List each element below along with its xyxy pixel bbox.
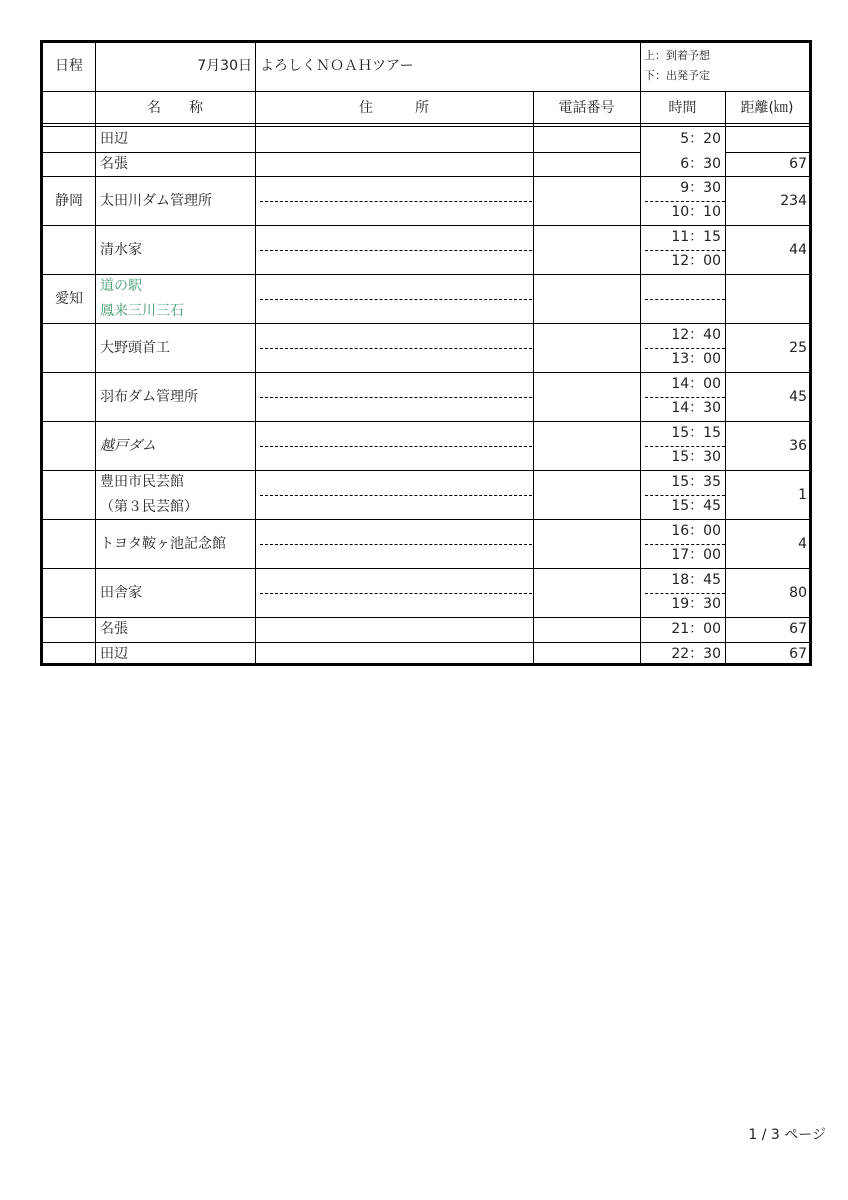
tour-date: 7月30日 <box>197 58 252 74</box>
row-divider <box>725 152 809 153</box>
address-dotted-line <box>260 299 532 300</box>
row-divider <box>43 274 809 275</box>
distance-value: 67 <box>789 621 807 638</box>
address-dotted-line <box>260 593 532 594</box>
tour-name: よろしくＮＯＡＨツアー <box>260 58 414 74</box>
place-name: 清水家 <box>100 241 142 258</box>
time-separator <box>645 446 725 447</box>
departure-time: 14：30 <box>671 400 721 416</box>
time-separator <box>645 348 725 349</box>
distance-value: 67 <box>789 645 807 662</box>
place-name: トヨタ鞍ヶ池記念館 <box>100 535 226 552</box>
departure-time: 15：30 <box>671 449 721 465</box>
time-value: 5：20 <box>680 131 721 147</box>
distance-value: 80 <box>789 584 807 601</box>
address-dotted-line <box>260 250 532 251</box>
arrival-time: 9：30 <box>680 180 721 196</box>
distance-value: 234 <box>780 192 807 209</box>
address-dotted-line <box>260 348 532 349</box>
column-header-divider <box>43 123 809 124</box>
prefecture-label: 静岡 <box>55 192 83 209</box>
column-header-divider-2 <box>43 126 809 127</box>
departure-time: 12：00 <box>671 253 721 269</box>
departure-time: 15：45 <box>671 498 721 514</box>
place-name: 田舎家 <box>100 584 142 601</box>
departure-time: 10：10 <box>671 204 721 220</box>
arrival-time: 11：15 <box>671 229 721 245</box>
row-divider <box>43 470 809 471</box>
col-header-distance: 距離(㎞) <box>740 100 794 116</box>
distance-value: 67 <box>789 155 807 172</box>
place-name: 田辺 <box>100 645 128 662</box>
arrival-time: 15：35 <box>671 474 721 490</box>
legend-departure: 下：出発予定 <box>644 69 710 82</box>
distance-value: 25 <box>789 339 807 356</box>
time-separator <box>645 250 725 251</box>
arrival-time: 12：40 <box>671 327 721 343</box>
place-name-line: 豊田市民芸館 <box>100 474 184 490</box>
place-name: 田辺 <box>100 131 128 148</box>
place-name: 名張 <box>100 621 128 638</box>
place-name-line: （第３民芸館） <box>100 498 198 515</box>
row-divider <box>43 568 809 569</box>
row-divider <box>43 519 809 520</box>
legend-arrival: 上：到着予想 <box>644 49 710 62</box>
col-header-address: 住 所 <box>359 100 429 116</box>
time-separator <box>645 544 725 545</box>
time-separator <box>645 201 725 202</box>
address-dotted-line <box>260 446 532 447</box>
time-separator <box>645 299 725 300</box>
place-name: 名張 <box>100 155 128 172</box>
place-name-line: 道の駅 <box>100 278 142 294</box>
distance-value: 4 <box>798 535 807 552</box>
time-separator <box>645 495 725 496</box>
place-name: 羽布ダム管理所 <box>100 388 198 405</box>
col-header-phone: 電話番号 <box>558 100 615 116</box>
address-dotted-line <box>260 495 532 496</box>
row-divider <box>43 421 809 422</box>
row-divider <box>43 372 809 373</box>
departure-time: 19：30 <box>671 596 721 612</box>
time-value: 21：00 <box>671 621 721 637</box>
distance-value: 36 <box>789 437 807 454</box>
distance-value: 44 <box>789 241 807 258</box>
col-line-2 <box>255 43 256 663</box>
prefecture-label: 愛知 <box>55 290 83 307</box>
col-line-4 <box>640 43 641 663</box>
col-header-name: 名 称 <box>147 100 203 116</box>
row-divider <box>43 176 809 177</box>
col-line-1 <box>95 43 96 663</box>
row-divider <box>43 617 809 618</box>
row-divider <box>43 152 640 153</box>
schedule-label: 日程 <box>55 58 83 74</box>
row-divider <box>43 225 809 226</box>
header-divider <box>43 91 809 92</box>
departure-time: 13：00 <box>671 351 721 367</box>
address-dotted-line <box>260 201 532 202</box>
distance-value: 45 <box>789 388 807 405</box>
col-header-time: 時間 <box>668 100 697 116</box>
arrival-time: 16：00 <box>671 523 721 539</box>
time-value: 6：30 <box>680 155 721 172</box>
row-divider <box>43 323 809 324</box>
row-divider <box>43 642 809 643</box>
place-name: 大野頭首工 <box>100 339 170 356</box>
arrival-time: 18：45 <box>671 572 721 588</box>
time-separator <box>645 593 725 594</box>
arrival-time: 15：15 <box>671 425 721 441</box>
arrival-time: 14：00 <box>671 376 721 392</box>
schedule-table <box>40 40 812 666</box>
address-dotted-line <box>260 397 532 398</box>
address-dotted-line <box>260 544 532 545</box>
place-name-line: 鳳来三川三石 <box>100 302 184 319</box>
time-separator <box>645 397 725 398</box>
distance-value: 1 <box>798 486 807 503</box>
page-number: 1 / 3 ページ <box>748 1127 826 1143</box>
time-value: 22：30 <box>671 645 721 662</box>
place-name: 越戸ダム <box>100 437 156 454</box>
place-name: 太田川ダム管理所 <box>100 192 212 209</box>
departure-time: 17：00 <box>671 547 721 563</box>
